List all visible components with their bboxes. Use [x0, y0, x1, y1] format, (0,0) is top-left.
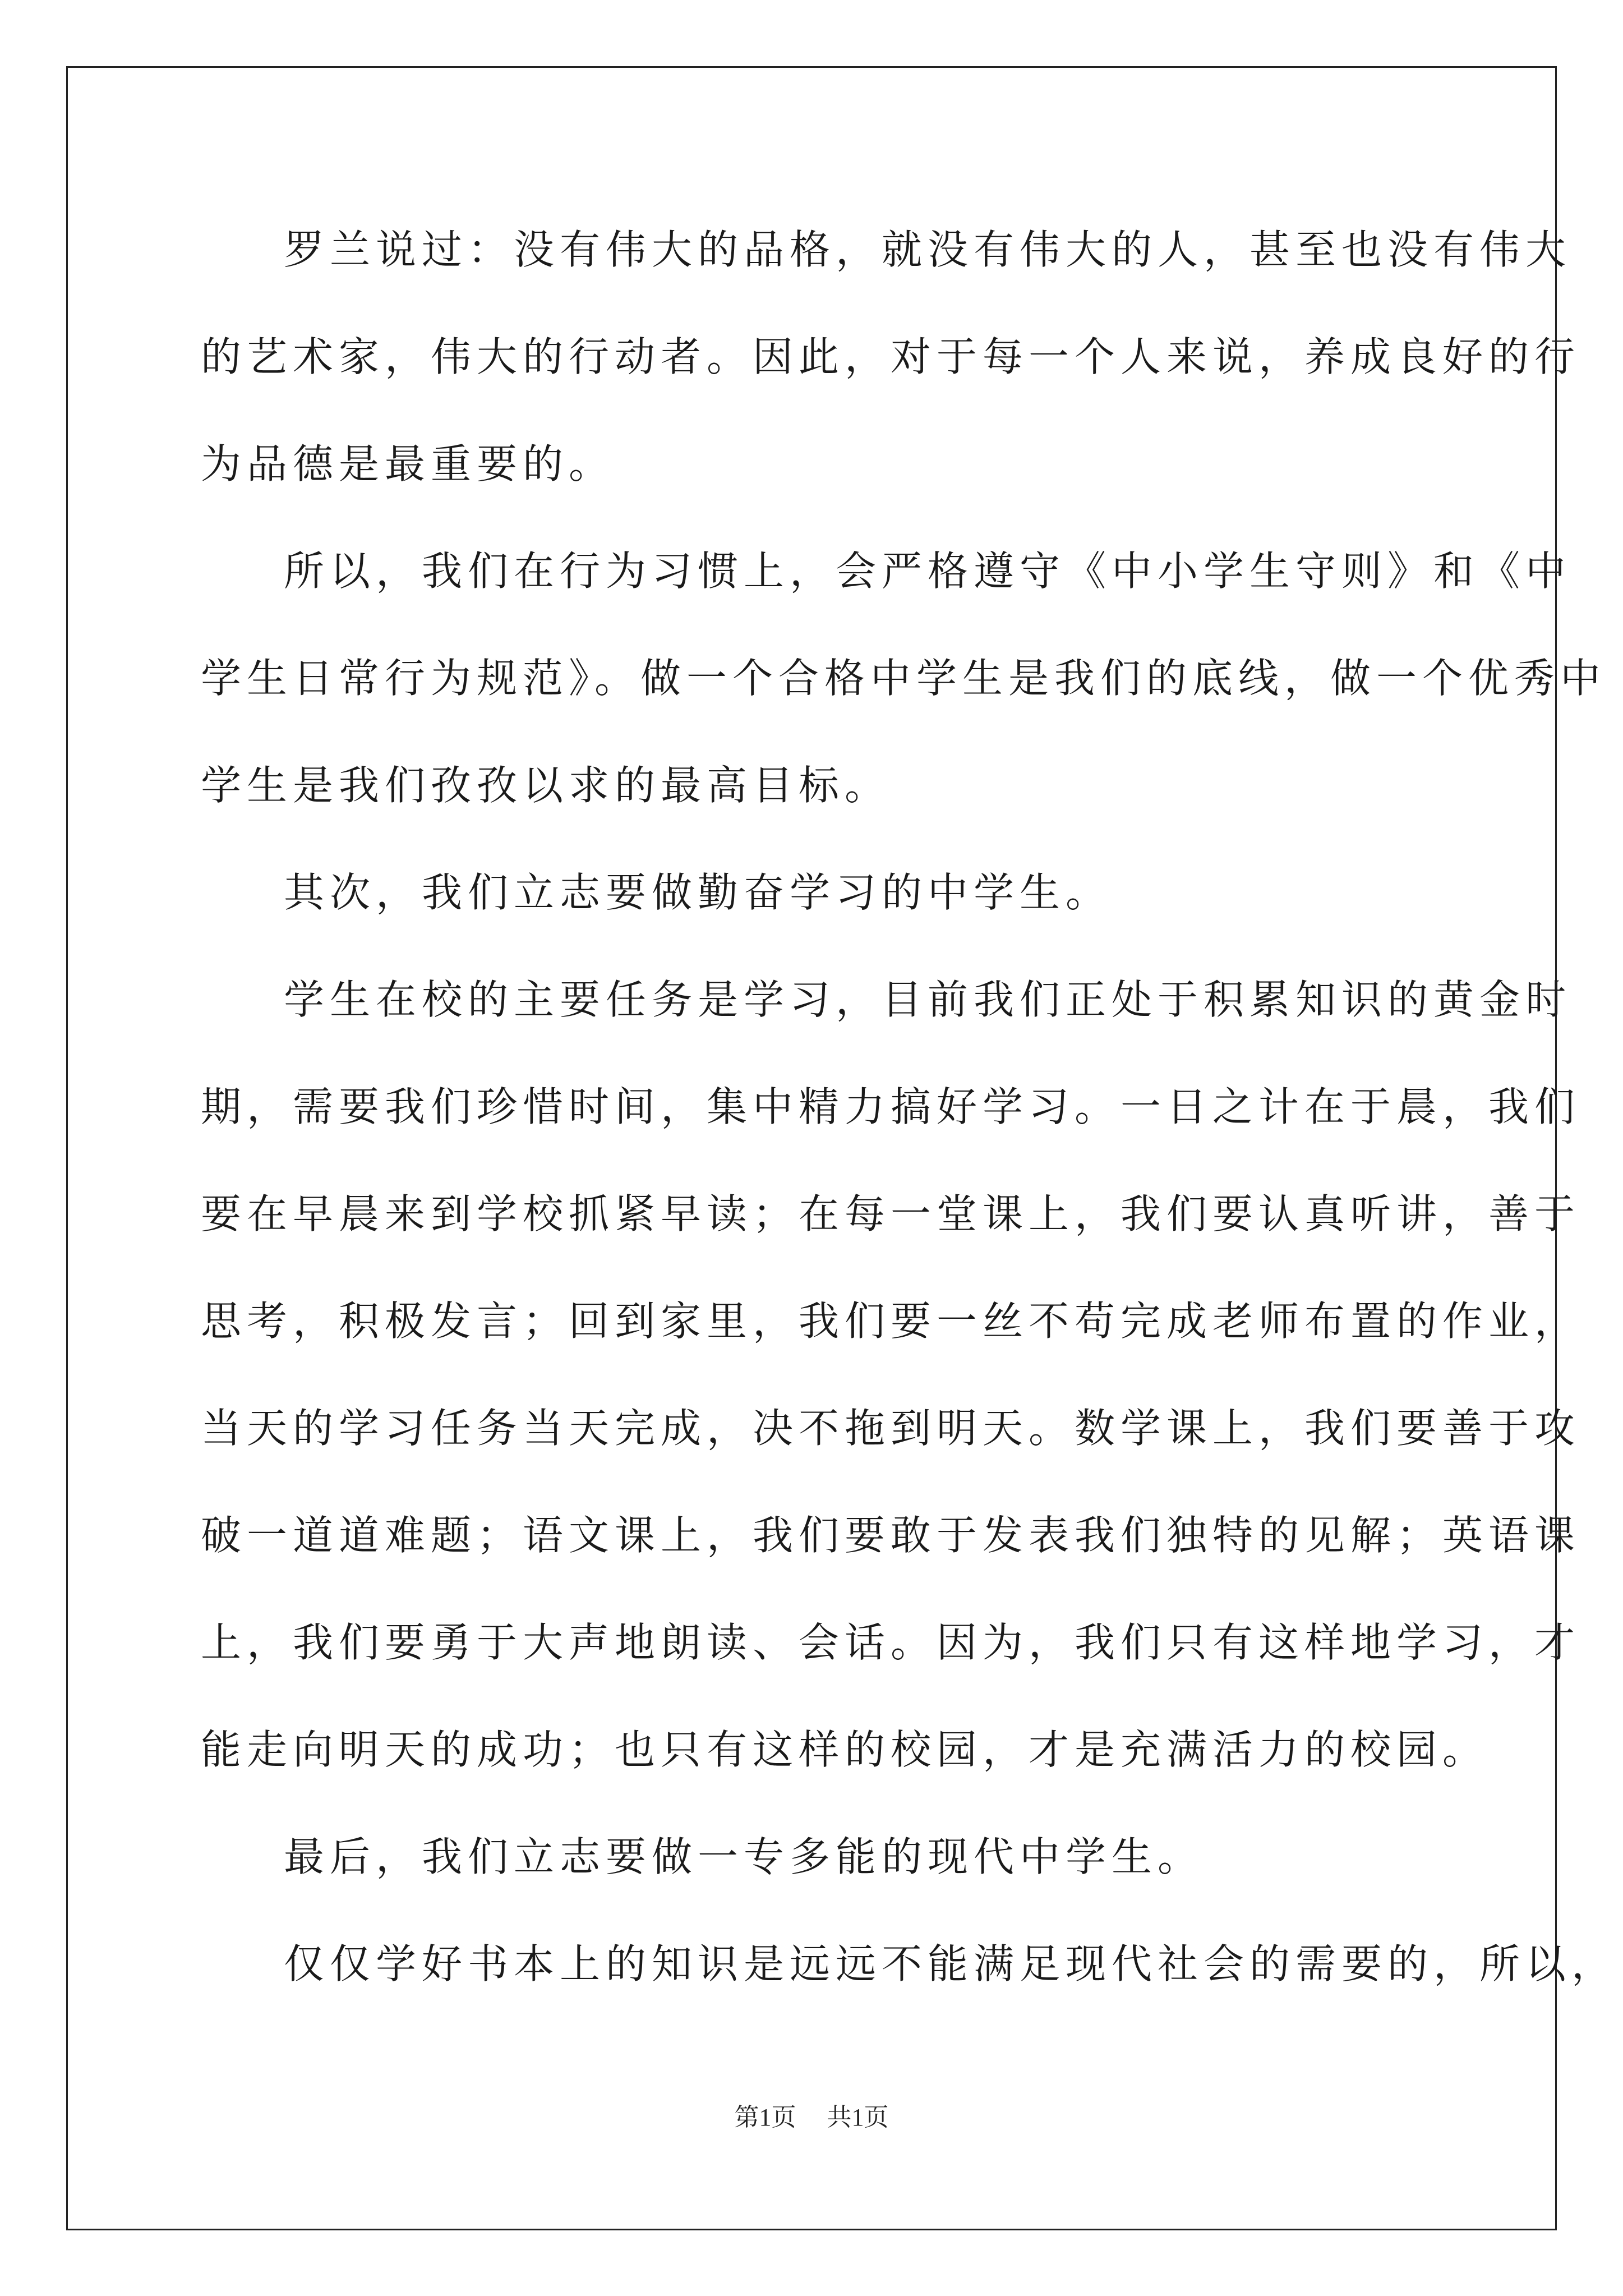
text-line: 罗兰说过：没有伟大的品格，就没有伟大的人，甚至也没有伟大 [284, 226, 1572, 273]
text-line: 其次，我们立志要做勤奋学习的中学生。 [284, 869, 1112, 916]
page-number-total: 共1页 [827, 2104, 889, 2131]
text-line: 期，需要我们珍惜时间，集中精力搞好学习。一日之计在于晨，我们 [201, 1083, 1581, 1130]
text-line: 为品德是最重要的。 [201, 440, 615, 487]
text-line: 学生日常行为规范》。做一个合格中学生是我们的底线，做一个优秀中 [201, 655, 1607, 702]
text-line: 能走向明天的成功；也只有这样的校园，才是充满活力的校园。 [201, 1726, 1489, 1773]
text-line: 上，我们要勇于大声地朗读、会话。因为，我们只有这样地学习，才 [201, 1619, 1581, 1666]
text-line: 所以，我们在行为习惯上，会严格遵守《中小学生守则》和《中 [284, 547, 1572, 595]
text-line: 学生在校的主要任务是学习，目前我们正处于积累知识的黄金时 [284, 976, 1572, 1023]
text-line: 最后，我们立志要做一专多能的现代中学生。 [284, 1833, 1204, 1880]
text-line: 当天的学习任务当天完成，决不拖到明天。数学课上，我们要善于攻 [201, 1405, 1581, 1452]
text-line: 学生是我们孜孜以求的最高目标。 [201, 762, 891, 809]
text-line: 要在早晨来到学校抓紧早读；在每一堂课上，我们要认真听讲，善于 [201, 1190, 1581, 1237]
text-line: 仅仅学好书本上的知识是远远不能满足现代社会的需要的，所以， [284, 1940, 1618, 1987]
text-line: 思考，积极发言；回到家里，我们要一丝不苟完成老师布置的作业， [201, 1297, 1581, 1345]
page-number-current: 第1页 [734, 2104, 796, 2131]
page-footer [0, 2097, 1623, 2133]
text-line: 破一道道难题；语文课上，我们要敢于发表我们独特的见解；英语课 [201, 1512, 1581, 1559]
text-line: 的艺术家，伟大的行动者。因此，对于每一个人来说，养成良好的行 [201, 333, 1581, 380]
document-body [201, 219, 1618, 2040]
